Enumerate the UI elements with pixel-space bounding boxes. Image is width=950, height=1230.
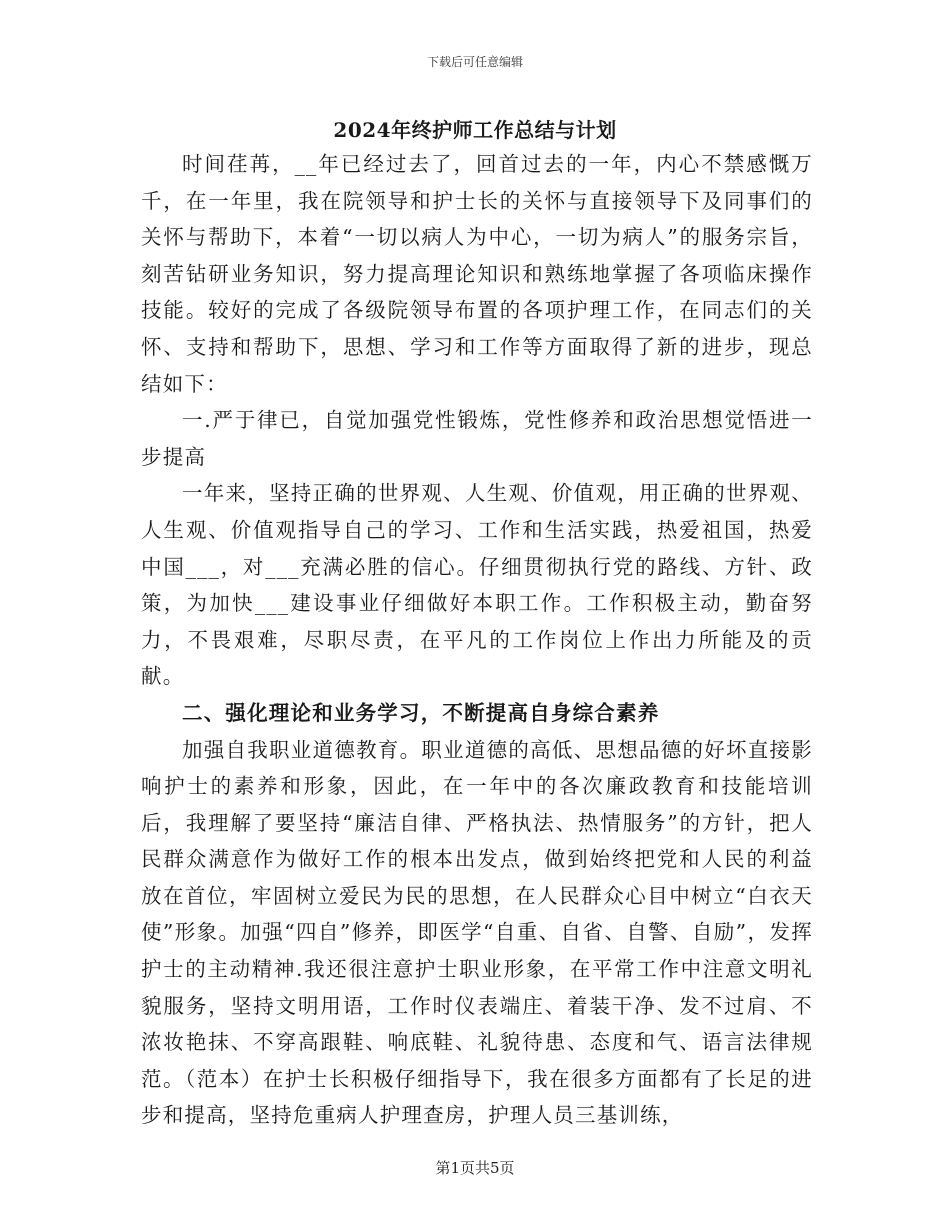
section-heading-1: 一.严于律已，自觉加强党性锻炼，党性修养和政治思想觉悟进一步提高: [141, 408, 813, 469]
document-body: [141, 146, 813, 1134]
section-heading-2: 二、强化理论和业务学习，不断提高自身综合素养: [182, 700, 660, 725]
document-title: 2024年终护师工作总结与计划: [333, 118, 617, 142]
header-note: 下载后可任意编辑: [426, 55, 523, 69]
paragraph-section-1: 一年来，坚持正确的世界观、人生观、价值观，用正确的世界观、人生观、价值观指导自己的学习、工作和生活实践，热爱祖国，热爱中国___，对___充满必胜的信心。仔细贯彻执行党的路线、方针、政策，为加快___建设事业仔细做好本职工作。工作积极主动，勤奋努力，不畏艰难，尽职尽责，在平凡的工作岗位上作出力所能及的贡献。: [141, 481, 813, 689]
paragraph-intro: 时间荏苒，__年已经过去了，回首过去的一年，内心不禁感慨万千，在一年里，我在院领导和护士长的关怀与直接领导下及同事们的关怀与帮助下，本着“一切以病人为中心，一切为病人”的服务宗旨，刻苦钻研业务知识，努力提高理论知识和熟练地掌握了各项临床操作技能。较好的完成了各级院领导布置的各项护理工作，在同志们的关怀、支持和帮助下，思想、学习和工作等方面取得了新的进步，现总结如下：: [141, 152, 813, 396]
page-footer: 第1页共5页: [435, 1159, 515, 1177]
paragraph-section-2: 加强自我职业道德教育。职业道德的高低、思想品德的好坏直接影响护士的素养和形象，因此，在一年中的各次廉政教育和技能培训后，我理解了要坚持“廉洁自律、严格执法、热情服务”的方针，把人民群众满意作为做好工作的根本出发点，做到始终把党和人民的利益放在首位，牢固树立爱民为民的思想，在人民群众心目中树立“白衣天使”形象。加强“四自”修养，即医学“自重、自省、自警、自励”，发挥护士的主动精神.我还很注意护士职业形象，在平常工作中注意文明礼貌服务，坚持文明用语，工作时仪表端庄、着装干净、发不过肩、不浓妆艳抹、不穿高跟鞋、响底鞋、礼貌待患、态度和气、语言法律规范。（范本）在护士长积极仔细指导下，我在很多方面都有了长足的进步和提高，坚持危重病人护理查房，护理人员三基训练，: [141, 737, 813, 1128]
